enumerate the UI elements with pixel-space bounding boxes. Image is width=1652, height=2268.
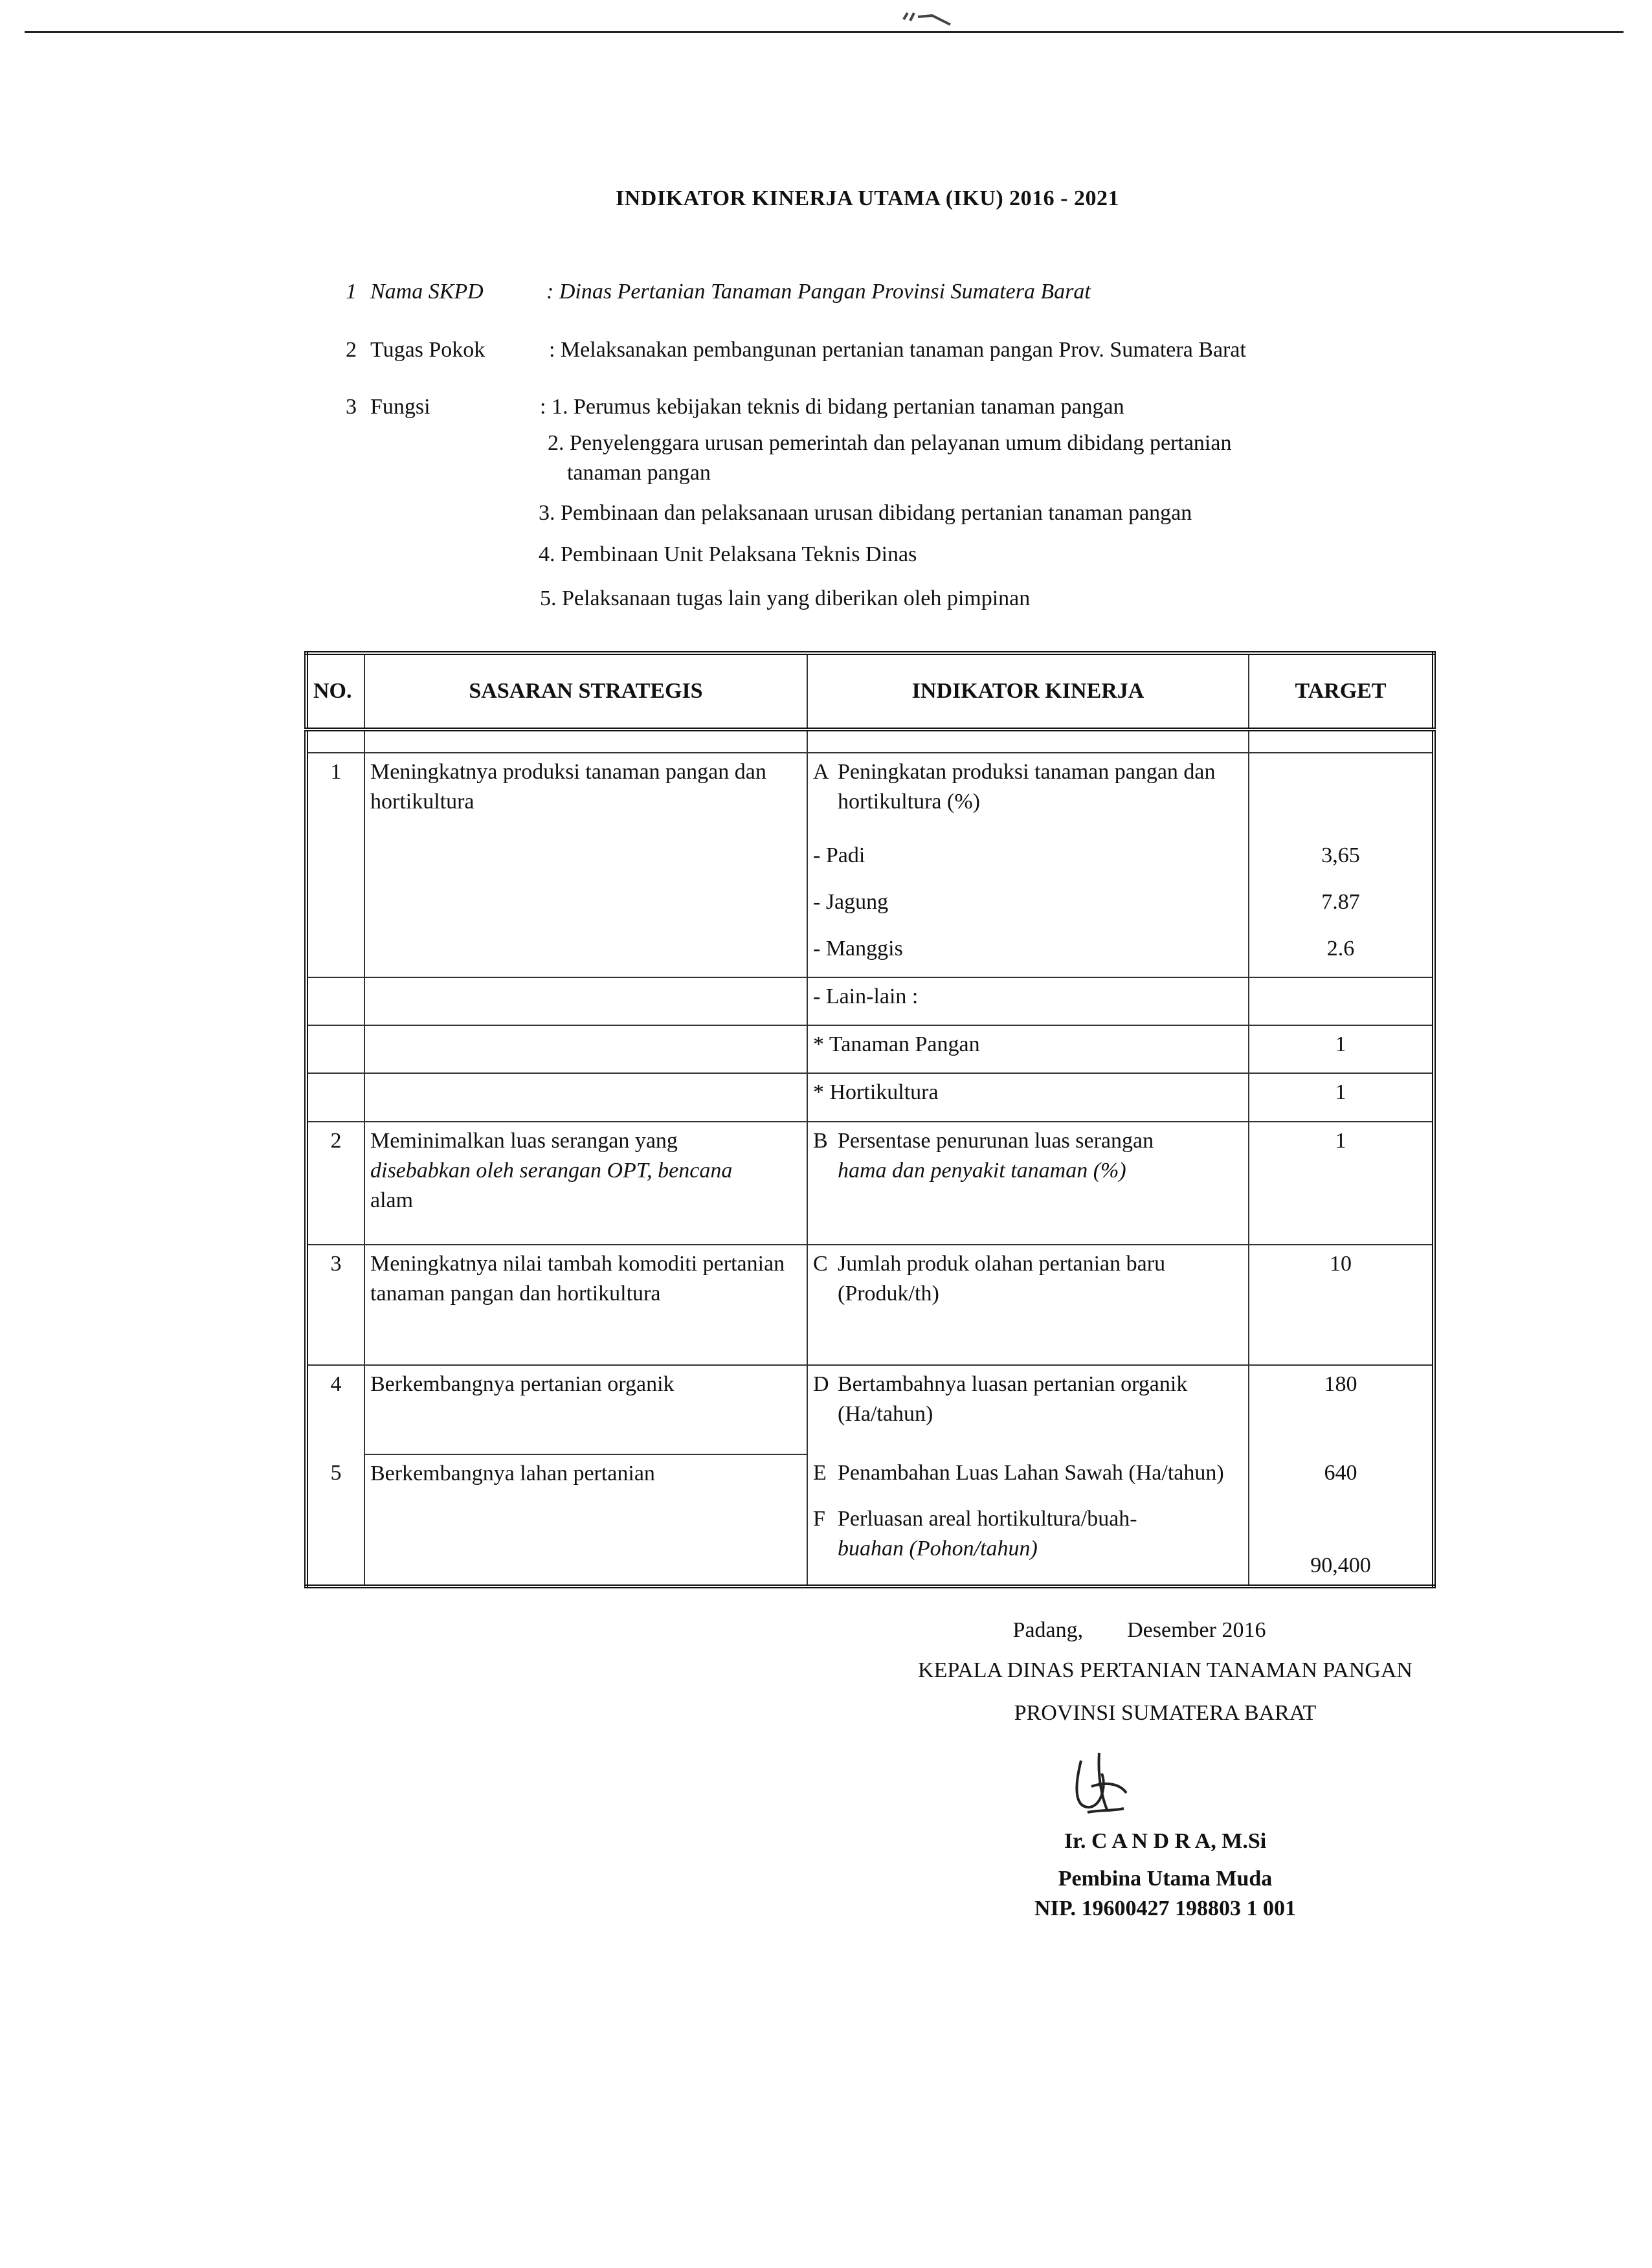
fungsi-label: Fungsi (370, 395, 430, 419)
target-cell: 90,400 (1249, 1500, 1434, 1586)
indikator-cell (807, 753, 1249, 837)
target-cell: 2.6 (1249, 930, 1434, 977)
row-number: 2 (306, 1122, 364, 1245)
sasaran-cell: Meningkatnya produksi tanaman pangan dan hortikultura (364, 753, 807, 837)
fungsi-item: 5. Pelaksanaan tugas lain yang diberikan oleh pimpinan (540, 586, 1031, 610)
table-row (306, 1365, 1434, 1454)
office-title-2: PROVINSI SUMATERA BARAT (1014, 1701, 1317, 1725)
indikator-text: Persentase penurunan luas serangan (838, 1128, 1154, 1153)
indikator-cell (807, 1122, 1249, 1245)
header-sasaran: SASARAN STRATEGIS (364, 653, 807, 729)
page-title: INDIKATOR KINERJA UTAMA (IKU) 2016 - 2021 (616, 186, 1119, 210)
header-target: TARGET (1249, 653, 1434, 729)
row-number: 1 (306, 753, 364, 837)
table-row (306, 1454, 1434, 1501)
sasaran-line: disebabkan oleh serangan OPT, bencana (370, 1158, 733, 1183)
table-header-row (306, 653, 1434, 729)
sub-indikator: - Lain-lain : (807, 977, 1249, 1025)
indikator-text: buahan (Pohon/tahun) (838, 1537, 1038, 1561)
signature-icon (1062, 1748, 1139, 1819)
target-cell: 1 (1249, 1073, 1434, 1121)
row-number: 5 (306, 1454, 364, 1586)
indikator-cell (807, 1500, 1249, 1586)
indikator-letter: E (813, 1460, 827, 1485)
sasaran-cell (364, 1122, 807, 1245)
table-row (306, 977, 1434, 1025)
indikator-cell (807, 1454, 1249, 1501)
tugas-pokok-label: Tugas Pokok (370, 338, 486, 362)
indikator-letter: A (813, 760, 829, 784)
indikator-cell (807, 1365, 1249, 1454)
target-cell: 640 (1249, 1454, 1434, 1501)
header-no: NO. (306, 653, 364, 729)
row-number: 3 (306, 1245, 364, 1365)
table-row (306, 753, 1434, 837)
sasaran-line: alam (370, 1188, 414, 1212)
official-name: Ir. C A N D R A, M.Si (1064, 1829, 1267, 1853)
indikator-text: Perluasan areal hortikultura/buah- (838, 1507, 1137, 1531)
info-number-1: 1 (346, 280, 357, 304)
header-indikator: INDIKATOR KINERJA (807, 653, 1249, 729)
table-row (306, 1073, 1434, 1121)
indikator-letter: C (813, 1251, 828, 1276)
sasaran-cell: Berkembangnya pertanian organik (364, 1365, 807, 1454)
table-row (306, 1122, 1434, 1245)
target-cell: 1 (1249, 1025, 1434, 1073)
fungsi-item: 2. Penyelenggara urusan pemerintah dan pelayanan umum dibidang pertanian (548, 431, 1232, 455)
indikator-letter: B (813, 1128, 828, 1153)
official-nip: NIP. 19600427 198803 1 001 (1034, 1896, 1296, 1920)
indikator-text: Jumlah produk olahan pertanian baru (Produk/th) (838, 1251, 1166, 1306)
table-row (306, 1245, 1434, 1365)
target-cell: 7.87 (1249, 884, 1434, 930)
indikator-letter: F (813, 1507, 825, 1531)
table-row (306, 1025, 1434, 1073)
target-cell: 180 (1249, 1365, 1434, 1454)
info-number-2: 2 (346, 338, 357, 362)
indikator-text: Bertambahnya luasan pertanian organik (Ha/tahun) (838, 1372, 1188, 1426)
target-cell (1249, 753, 1434, 837)
info-number-3: 3 (346, 395, 357, 419)
indikator-text: Peningkatan produksi tanaman pangan dan hortikultura (%) (838, 760, 1216, 814)
sub-indikator: * Tanaman Pangan (807, 1025, 1249, 1073)
indikator-letter: D (813, 1372, 829, 1396)
row-number: 4 (306, 1365, 364, 1454)
target-cell: 10 (1249, 1245, 1434, 1365)
sub-indikator: - Jagung (807, 884, 1249, 930)
indikator-text: Penambahan Luas Lahan Sawah (Ha/tahun) (838, 1460, 1224, 1485)
nama-skpd-value: : Dinas Pertanian Tanaman Pangan Provinsi Sumatera Barat (546, 280, 1091, 304)
office-title-1: KEPALA DINAS PERTANIAN TANAMAN PANGAN (918, 1658, 1412, 1682)
place-date: Padang, Desember 2016 (1012, 1618, 1266, 1642)
scan-mark-icon (899, 8, 957, 27)
fungsi-item: 3. Pembinaan dan pelaksanaan urusan dibidang pertanian tanaman pangan (539, 501, 1192, 525)
target-cell: 3,65 (1249, 837, 1434, 884)
sub-indikator: - Manggis (807, 930, 1249, 977)
official-rank: Pembina Utama Muda (1058, 1867, 1273, 1891)
table-row (306, 930, 1434, 977)
iku-table (304, 651, 1436, 1588)
sasaran-cell: Meningkatnya nilai tambah komoditi pertanian tanaman pangan dan hortikultura (364, 1245, 807, 1365)
indikator-cell (807, 1245, 1249, 1365)
target-cell (1249, 977, 1434, 1025)
sasaran-line: Meminimalkan luas serangan yang (370, 1128, 678, 1153)
sasaran-cell: Berkembangnya lahan pertanian (364, 1454, 807, 1586)
fungsi-item: 4. Pembinaan Unit Pelaksana Teknis Dinas (539, 542, 917, 566)
spacer-row (306, 729, 1434, 753)
tugas-pokok-value: : Melaksanakan pembangunan pertanian tanaman pangan Prov. Sumatera Barat (549, 338, 1246, 362)
sub-indikator: - Padi (807, 837, 1249, 884)
target-cell: 1 (1249, 1122, 1434, 1245)
table-row (306, 884, 1434, 930)
sub-indikator: * Hortikultura (807, 1073, 1249, 1121)
table-row (306, 837, 1434, 884)
fungsi-item: : 1. Perumus kebijakan teknis di bidang pertanian tanaman pangan (540, 395, 1124, 419)
top-border-line (25, 31, 1624, 33)
nama-skpd-label: Nama SKPD (370, 280, 484, 304)
indikator-text: hama dan penyakit tanaman (%) (838, 1158, 1126, 1183)
fungsi-item: tanaman pangan (567, 461, 711, 485)
